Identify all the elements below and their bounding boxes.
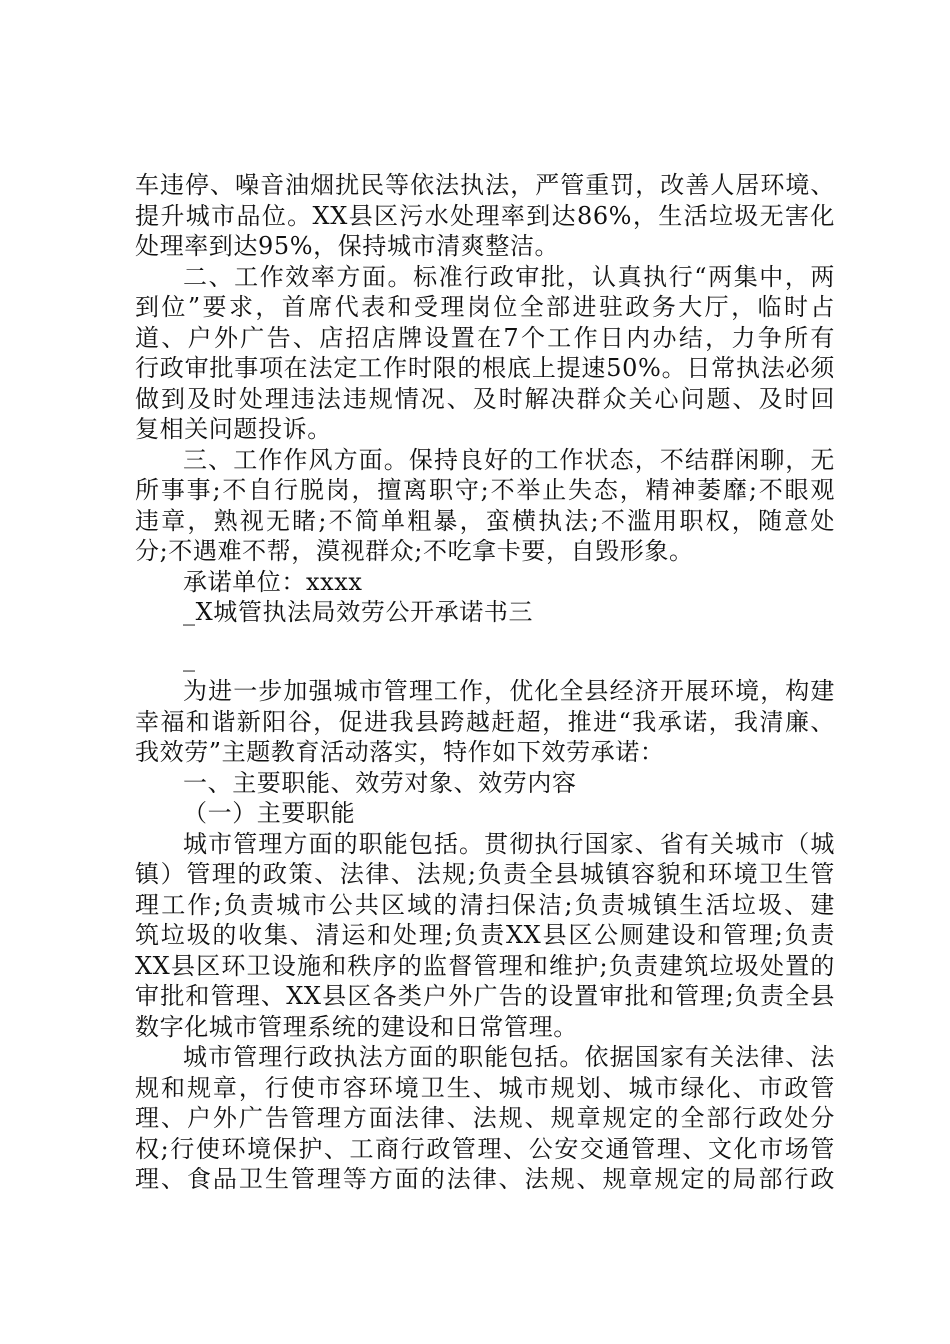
paragraph-law-enforcement: 城市管理行政执法方面的职能包括。依据国家有关法律、法: [183, 1043, 835, 1071]
text-line: XX县区环卫设施和秩序的监督管理和维护;负责建筑垃圾处置的: [135, 951, 835, 980]
text-line: 理工作;负责城市公共区域的清扫保洁;负责城镇生活垃圾、建: [135, 890, 835, 919]
text-line: 幸福和谐新阳谷，促进我县跨越赶超，推进“我承诺，我清廉、: [135, 707, 835, 736]
text-line: 数字化城市管理系统的建设和日常管理。: [135, 1012, 578, 1041]
subsection-heading-main-functions: （一）主要职能: [183, 799, 356, 827]
commitment-unit: 承诺单位：xxxx: [183, 567, 363, 596]
text-line: 筑垃圾的收集、清运和处理;负责XX县区公厕建设和管理;负责: [135, 921, 835, 949]
text-line: 镇）管理的政策、法律、法规;负责全县城镇容貌和环境卫生管: [135, 860, 835, 888]
section-heading-style: 三、工作作风方面。保持良好的工作状态，不结群闲聊，无: [183, 445, 835, 474]
text-line: 违章，熟视无睹;不简单粗暴，蛮横执法;不滥用职权，随意处: [135, 506, 835, 535]
spacer: [135, 628, 835, 659]
paragraph-city-management: 城市管理方面的职能包括。贯彻执行国家、省有关城市（城: [183, 829, 835, 858]
text-line: 复相关问题投诉。: [135, 415, 332, 443]
section-heading-efficiency: 二、工作效率方面。标准行政审批，认真执行“两集中，两: [183, 262, 835, 291]
text-line: 道、户外广告、店招店牌设置在7个工作日内办结，力争所有: [135, 323, 835, 352]
text-line: 分;不遇难不帮，漠视群众;不吃拿卡要，自毁形象。: [135, 537, 694, 565]
text-line: 审批和管理、XX县区各类户外广告的设置审批和管理;负责全县: [135, 982, 835, 1010]
text-line: 所事事;不自行脱岗，擅离职守;不举止失态，精神萎靡;不眼观: [135, 476, 835, 504]
text-line: 到位”要求，首席代表和受理岗位全部进驻政务大厅，临时占: [135, 293, 835, 321]
text-line: 做到及时处理违法违规情况、及时解决群众关心问题、及时回: [135, 384, 835, 413]
text-line: 理、户外广告管理方面法律、法规、规章规定的全部行政处分: [135, 1104, 835, 1132]
section-heading-functions: 一、主要职能、效劳对象、效劳内容: [183, 768, 577, 797]
underscore-mark: _: [183, 644, 196, 672]
text-line: 理、食品卫生管理等方面的法律、法规、规章规定的局部行政: [135, 1165, 835, 1193]
document-body: [135, 170, 835, 1195]
text-line: 规和规章，行使市容环境卫生、城市规划、城市绿化、市政管: [135, 1073, 835, 1102]
text-line: 车违停、噪音油烟扰民等依法执法，严管重罚，改善人居环境、: [135, 171, 835, 199]
text-line: 行政审批事项在法定工作时限的根底上提速50%。日常执法必须: [135, 354, 835, 382]
text-line: 提升城市品位。XX县区污水处理率到达86%，生活垃圾无害化: [135, 201, 835, 230]
text-line: 权;行使环境保护、工商行政管理、公安交通管理、文化市场管: [135, 1134, 835, 1163]
text-line: 处理率到达95%，保持城市清爽整洁。: [135, 232, 560, 260]
document-title-three: _X城管执法局效劳公开承诺书三: [183, 598, 534, 626]
text-line: 我效劳”主题教育活动落实，特作如下效劳承诺：: [135, 738, 665, 766]
intro-paragraph: 为进一步加强城市管理工作，优化全县经济开展环境，构建: [183, 677, 835, 705]
